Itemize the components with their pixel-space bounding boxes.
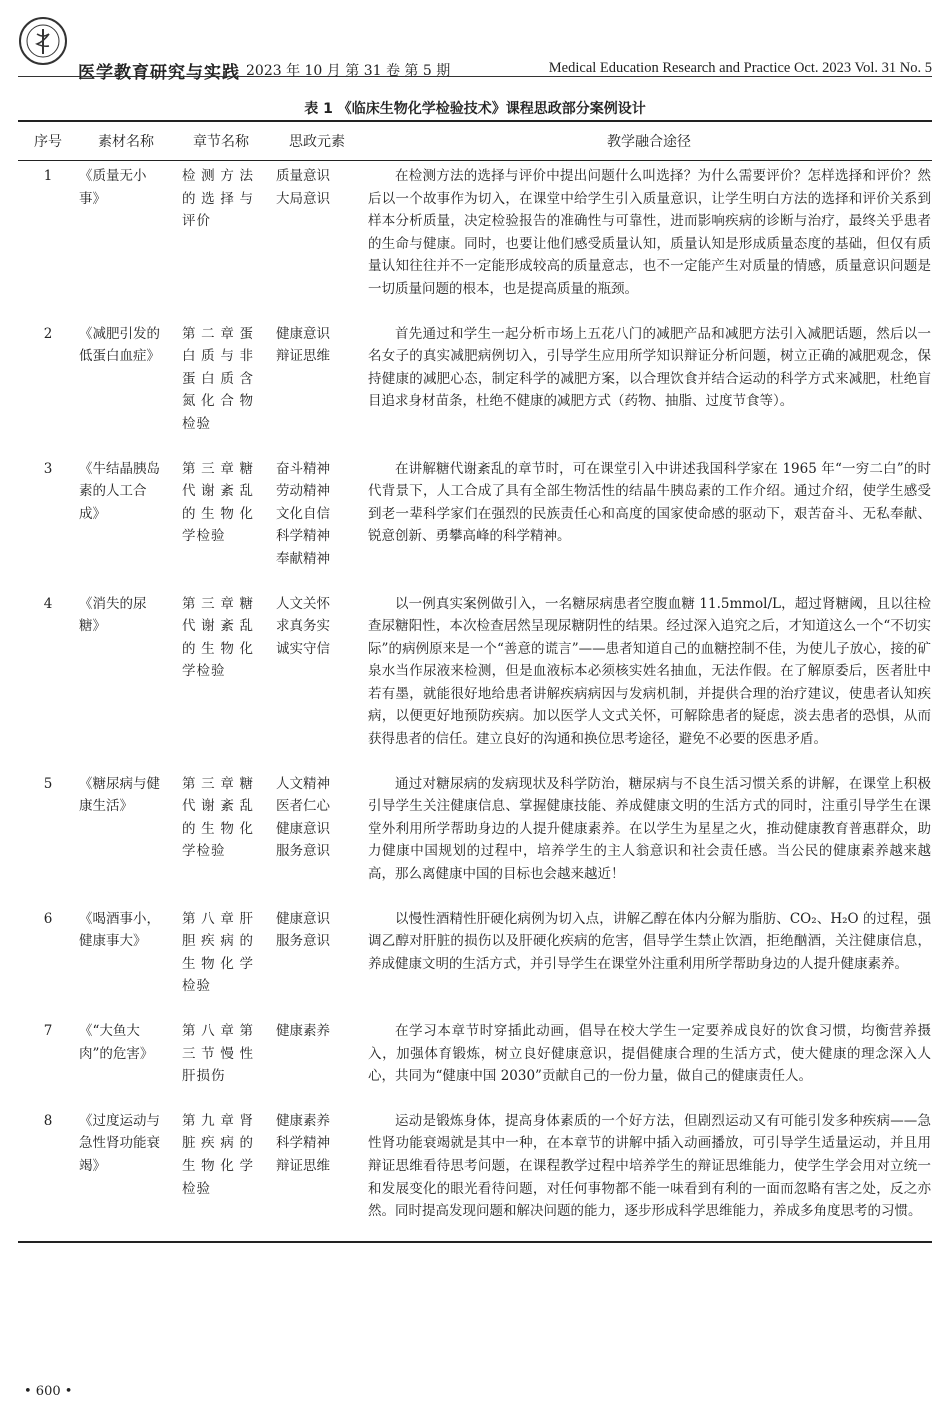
material-name: 《消失的尿糖》 [79, 595, 147, 635]
material-name: 《喝酒事小，健康事大》 [79, 910, 160, 950]
col-header-elements: 思政元素 [268, 121, 366, 161]
teaching-route: 以一例真实案例做引入，一名糖尿病患者空腹血糖 11.5mmol/L，超过肾糖阈，且以往检查尿糖阳性，本次检查居然呈现尿糖阴性的结果。经过深入追究之后，才知道这么一个“不切实际”的病例原来是一个“善意的谎言”——患者知道自己的血糖控制不佳，为使儿子放心，接的矿泉水当作尿液来检测，但是血液标本必须核实姓名抽血，无法作假。在了解原委后，医者肚中若有墨，就能很好地给患者讲解疾病病因与发病机制，并提供合理的治疗建议，使患者认知疾病，以便更好地预防疾病。加以医学人文式关怀，可解除患者的疑虑，淡去患者的恐惧，从而获得患者的信任。建立良好的沟通和换位思考途径，避免不必要的医患矛盾。 [368, 595, 931, 748]
ideological-elements: 健康意识 辩证思维 [276, 325, 330, 365]
table-row [18, 1016, 932, 1106]
chapter-name: 第八章第三节慢性肝损伤 [182, 1023, 254, 1085]
material-name: 《过度运动与急性肾功能衰竭》 [78, 1106, 174, 1242]
chapter-name: 第八章肝胆疾病的生物化学检验 [182, 910, 254, 995]
table-header [18, 121, 932, 161]
row-number: 3 [43, 460, 53, 477]
table-row [18, 769, 932, 904]
table-row [18, 589, 932, 769]
ideological-elements: 健康素养 [276, 1023, 330, 1039]
issue-info-cn: 2023 年 10 月 第 31 卷 第 5 期 [246, 63, 451, 79]
page-number: • 600 • [24, 1384, 73, 1399]
chapter-name: 第二章蛋白质与非蛋白质含氮化合物检验 [182, 325, 254, 432]
teaching-route: 以慢性酒精性肝硬化病例为切入点，讲解乙醇在体内分解为脂肪、CO₂、H₂O 的过程，强调乙醇对肝脏的损伤以及肝硬化疾病的危害，倡导学生禁止饮酒，拒绝酗酒，关注健康信息，养成健康文明的生活方式，并引导学生在课堂外注重利用所学帮助身边的人提升健康素养。 [368, 910, 931, 972]
table-caption: 表 1 《临床生物化学检验技术》课程思政部分案例设计 [304, 101, 646, 117]
table-row [18, 454, 932, 589]
teaching-route: 首先通过和学生一起分析市场上五花八门的减肥产品和减肥方法引入减肥话题，然后以一名女子的真实减肥病例切入，引导学生应用所学知识辩证分析问题，树立正确的减肥观念，保持健康的减肥心态，制定科学的减肥方案，以合理饮食并结合运动的科学方式来减肥，杜绝盲目追求身材苗条，杜绝不健康的减肥方式（药物、抽脂、过度节食等）。 [368, 325, 931, 410]
chapter-name: 第三章糖代谢紊乱的生物化学检验 [182, 460, 254, 545]
teaching-route: 在检测方法的选择与评价中提出问题什么叫选择？为什么需要评价？怎样选择和评价？然后以一个故事作为切入，在课堂中给学生引入质量意识，让学生明白方法的选择和评价关系到样本分析质量，决定检验报告的准确性与可靠性，进而影响疾病的诊断与治疗，最终关乎患者的生命与健康。同时，也要让他们感受质量认知，质量认知是形成质量态度的基础，但仅有质量认知往往并不一定能形成较高的质量意志，也不一定能产生对质量的情感，质量意识问题是一切质量问题的根本，也是提高质量的瓶颈。 [368, 168, 931, 297]
journal-info-en: Medical Education Research and Practice Oct. 2023 Vol. 31 No. 5 [548, 60, 932, 76]
chapter-name: 检测方法的选择与评价 [182, 168, 254, 230]
ideological-elements: 人文关怀 求真务实 诚实守信 [276, 595, 330, 657]
teaching-route: 在讲解糖代谢紊乱的章节时，可在课堂引入中讲述我国科学家在 1965 年“一穷二白”的时代背景下，人工合成了具有全部生物活性的结晶牛胰岛素的工作介绍。通过介绍，使学生感受到老一辈科学家们在强烈的民族责任心和高度的国家使命感的驱动下，艰苦奋斗、无私奉献、锐意创新、勇攀高峰的科学精神。 [368, 460, 931, 545]
ideological-elements: 人文精神 医者仁心 健康意识 服务意识 [276, 775, 330, 860]
table-row [18, 904, 932, 1016]
row-number: 5 [43, 775, 53, 792]
teaching-route: 运动是锻炼身体，提高身体素质的一个好方法，但剧烈运动又有可能引发多种疾病——急性肾功能衰竭就是其中一种，在本章节的讲解中插入动画播放，可引导学生适量运动，并且用辩证思维看待思考问题，在课程教学过程中培养学生的辩证思维能力，使学生学会用对立统一和发展变化的眼光看待问题，对任何事物都不能一味看到有利的一面而忽略有害之处，反之亦然。同时提高发现问题和解决问题的能力，逐步形成科学思维能力，养成多角度思考的习惯。 [366, 1106, 932, 1242]
table-row [18, 319, 932, 454]
col-header-route: 教学融合途径 [366, 121, 932, 161]
row-number: 8 [18, 1106, 78, 1242]
header-divider [18, 76, 932, 77]
journal-seal-icon [18, 16, 68, 66]
page-header [18, 16, 932, 83]
chapter-name: 第三章糖代谢紊乱的生物化学检验 [182, 775, 254, 860]
ideological-elements: 质量意识 大局意识 [276, 168, 330, 207]
col-header-material: 素材名称 [78, 121, 174, 161]
ideological-elements: 健康素养 科学精神 辩证思维 [268, 1106, 366, 1242]
row-number: 4 [43, 595, 53, 612]
table-body [18, 161, 932, 1242]
chapter-name: 第三章糖代谢紊乱的生物化学检验 [182, 595, 254, 680]
col-header-chapter: 章节名称 [174, 121, 268, 161]
table-row [18, 161, 932, 319]
chapter-name: 第九章肾脏疾病的生物化学检验 [174, 1106, 268, 1242]
material-name: 《糖尿病与健康生活》 [79, 775, 160, 815]
table-row [18, 1106, 932, 1242]
row-number: 7 [43, 1023, 53, 1039]
teaching-route: 通过对糖尿病的发病现状及科学防治，糖尿病与不良生活习惯关系的讲解，在课堂上积极引导学生关注健康信息、掌握健康技能、养成健康文明的生活方式的同时，注重引导学生在课堂外利用所学帮助身边的人提升健康素养。在以学生为星星之火，推动健康教育普惠群众，助力健康中国规划的过程中，培养学生的主人翁意识和社会责任感。当公民的健康素养越来越高，那么离健康中国的目标也会越来越近！ [368, 775, 931, 883]
ideological-elements: 奋斗精神 劳动精神 文化自信 科学精神 奉献精神 [276, 460, 330, 567]
case-design-table [18, 120, 932, 1243]
journal-title-cn: 医学教育研究与实践 [78, 63, 240, 83]
row-number: 6 [43, 910, 53, 927]
row-number: 1 [43, 168, 53, 184]
material-name: 《“大鱼大肉”的危害》 [79, 1023, 154, 1062]
col-header-no: 序号 [18, 121, 78, 161]
teaching-route: 在学习本章节时穿插此动画，倡导在校大学生一定要养成良好的饮食习惯，均衡营养摄入，加强体育锻炼，树立良好健康意识，提倡健康合理的生活方式，使大健康的理念深入人心，共同为“健康中国 2030”贡献自己的一份力量，做自己的健康责任人。 [368, 1023, 931, 1085]
material-name: 《减肥引发的低蛋白血症》 [79, 325, 160, 365]
row-number: 2 [43, 325, 53, 342]
material-name: 《牛结晶胰岛素的人工合成》 [79, 460, 160, 522]
ideological-elements: 健康意识 服务意识 [276, 910, 330, 950]
material-name: 《质量无小事》 [79, 168, 147, 207]
